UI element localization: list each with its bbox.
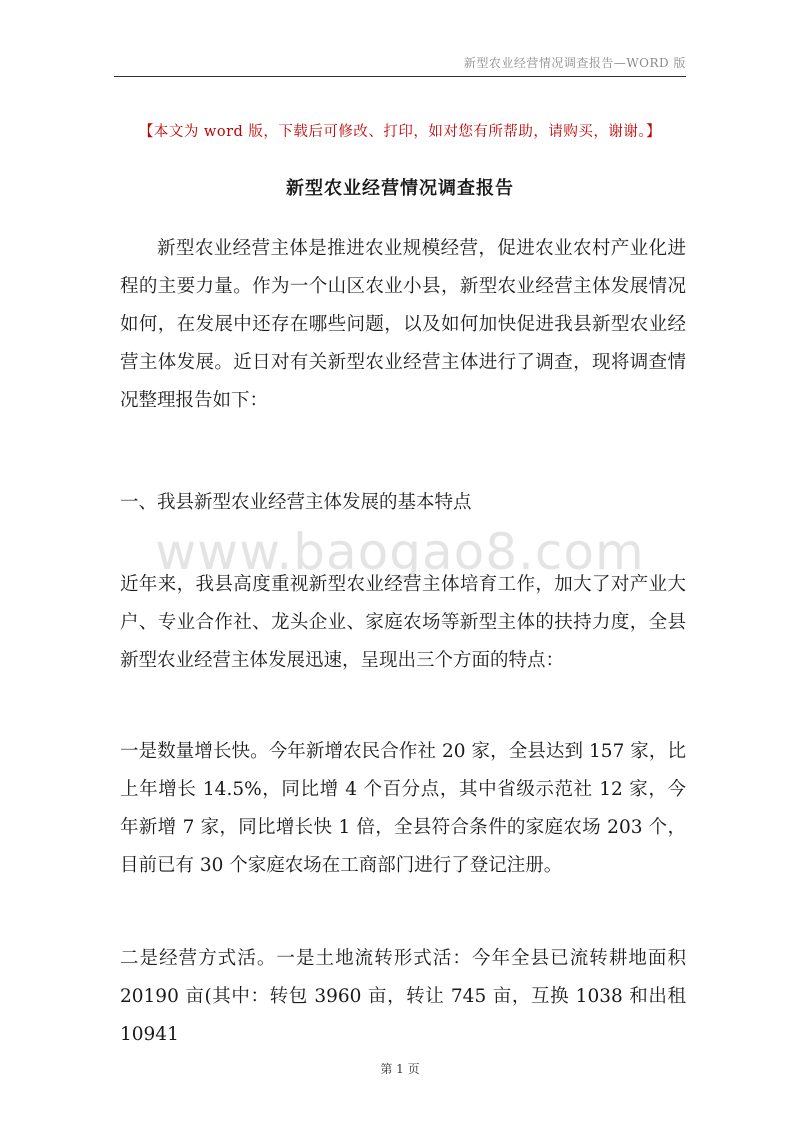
watermark: www.baogao8.com xyxy=(155,523,645,581)
point-two-paragraph: 二是经营方式活。一是土地流转形式活：今年全县已流转耕地面积 20190 亩(其中：转包 3960 亩，转让 745 亩，互换 1038 和出租 10941 xyxy=(120,948,686,1045)
overview-paragraph: 近年来，我县高度重视新型农业经营主体培育工作，加大了对产业大户、专业合作社、龙头企业、家庭农场等新型主体的扶持力度，全县新型农业经营主体发展迅速，呈现出三个方面的特点： xyxy=(120,574,686,671)
page-number: 第 1 页 xyxy=(380,1062,420,1076)
purchase-notice: 【本文为 word 版，下载后可修改、打印，如对您有所帮助，请购买，谢谢。】 xyxy=(138,124,662,140)
intro-paragraph: 新型农业经营主体是推进农业规模经营，促进农业农村产业化进程的主要力量。作为一个山区农业小县，新型农业经营主体发展情况如何，在发展中还存在哪些问题，以及如何加快促进我县新型农业经营主体发展。近日对有关新型农业经营主体进行了调查，现将调查情况整理报告如下： xyxy=(120,238,686,411)
running-header: 新型农业经营情况调查报告—WORD 版 xyxy=(463,56,686,70)
header-divider xyxy=(114,76,686,77)
document-title: 新型农业经营情况调查报告 xyxy=(286,178,514,199)
section-heading: 一、我县新型农业经营主体发展的基本特点 xyxy=(120,492,472,513)
point-one-paragraph: 一是数量增长快。今年新增农民合作社 20 家，全县达到 157 家，比上年增长 14.5%，同比增 4 个百分点，其中省级示范社 12 家，今年新增 7 家，同比增长快 1 倍，全县符合条件的家庭农场 203 个，目前已有 30 个家庭农场在工商部门进行了登记注册。 xyxy=(120,741,686,876)
